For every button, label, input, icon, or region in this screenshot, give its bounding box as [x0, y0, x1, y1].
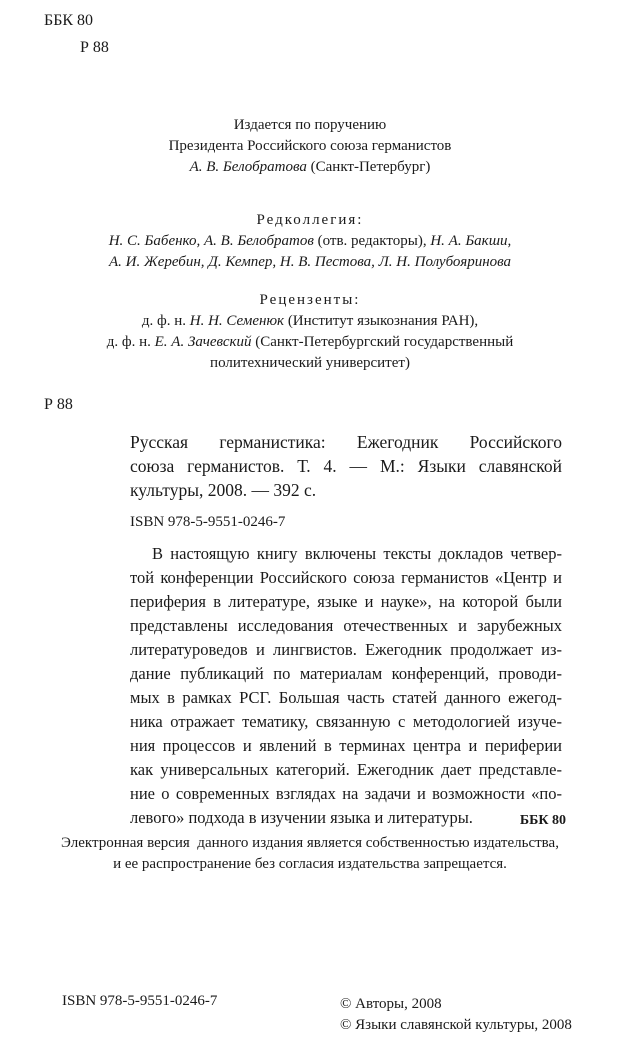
reviewer-name: Н. Н. Семенюк: [189, 313, 285, 329]
editorial-line: А. И. Жеребин, Д. Кемпер, Н. В. Пестова, Л. Н. Полубояринова: [108, 254, 512, 270]
bbk-code-top: ББК 80: [44, 12, 94, 29]
annotation-line: левого» подхода в изучении языка и литературы.: [130, 808, 473, 827]
description-line: культуры, 2008. — 392 с.: [130, 480, 317, 500]
annotation: [130, 542, 562, 830]
description-line: Русская германистика: Ежегодник Российского: [130, 432, 562, 452]
reviewer-line: [0, 332, 620, 353]
annotation-line: ние о современных взглядах на задачи и возможности «по-: [130, 784, 562, 803]
publisher-note-line: [0, 157, 620, 178]
annotation-line: литературоведов и лингвистов. Ежегодник продолжает из-: [130, 640, 562, 659]
annotation-line: ника отражает тематику, связанную с методологией изуче-: [130, 712, 562, 731]
reviewer-affiliation: (Санкт-Петербургский государственный: [251, 334, 514, 350]
bbk-code-bottom: ББК 80: [519, 813, 566, 828]
author-mark-top: Р 88: [80, 39, 109, 56]
reviewer-line: [0, 311, 620, 332]
description-line: союза германистов. Т. 4. — М.: Языки славянской: [130, 456, 562, 476]
annotation-line: периферия в литературе, языке и науке», на которой были: [130, 592, 562, 611]
footer-isbn: ISBN 978-5-9551-0246-7: [62, 993, 218, 1009]
annotation-line: той конференции Российского союза германистов «Центр и: [130, 568, 562, 587]
catalog-mark: Р 88: [44, 396, 73, 413]
publisher-note-line: Президента Российского союза германистов: [168, 138, 452, 154]
editors-role: (отв. редакторы),: [313, 233, 431, 249]
editorial-board: [0, 210, 620, 273]
annotation-line: представлены исследования отечественных и зарубежных: [130, 616, 562, 635]
bibliographic-description: [130, 430, 562, 502]
annotation-line: дание публикаций по материалам конференций, проводи-: [130, 664, 562, 683]
editors-names: Н. А. Бакши,: [430, 233, 512, 249]
copyright-block: [340, 994, 572, 1036]
annotation-line: ния процессов и явлений в терминах центра и периферии: [130, 736, 562, 755]
reviewer-name: Е. А. Зачевский: [154, 334, 252, 350]
annotation-line: В настоящую книгу включены тексты докладов четвер-: [152, 544, 562, 563]
publisher-note: [0, 115, 620, 178]
president-name: А. В. Белобратова: [189, 159, 307, 175]
reviewers-heading: Рецензенты:: [259, 292, 361, 308]
isbn: ISBN 978-5-9551-0246-7: [130, 514, 286, 530]
editorial-line: [0, 231, 620, 252]
electronic-notice-line: Электронная версия данного издания является собственностью издательства,: [61, 835, 559, 851]
editors-names: Н. С. Бабенко, А. В. Белобратов: [108, 233, 314, 249]
copyright-line: © Языки славянской культуры, 2008: [340, 1017, 572, 1033]
annotation-line: как универсальных категорий. Ежегодник дает представле-: [130, 760, 562, 779]
reviewer-affiliation: (Институт языкознания РАН),: [284, 313, 479, 329]
electronic-notice: [0, 833, 620, 875]
copyright-line: © Авторы, 2008: [340, 996, 442, 1012]
reviewer-line: политехнический университет): [210, 355, 410, 371]
publisher-note-line: Издается по поручению: [233, 117, 387, 133]
reviewer-degree: д. ф. н.: [106, 334, 155, 350]
reviewer-degree: д. ф. н.: [141, 313, 190, 329]
president-city: (Санкт-Петербург): [306, 159, 431, 175]
editorial-heading: Редколлегия:: [256, 212, 364, 228]
electronic-notice-line: и ее распространение без согласия издательства запрещается.: [113, 856, 507, 872]
reviewers: [0, 290, 620, 374]
annotation-line: мых в рамках РСГ. Большая часть статей данного ежегод-: [130, 688, 562, 707]
